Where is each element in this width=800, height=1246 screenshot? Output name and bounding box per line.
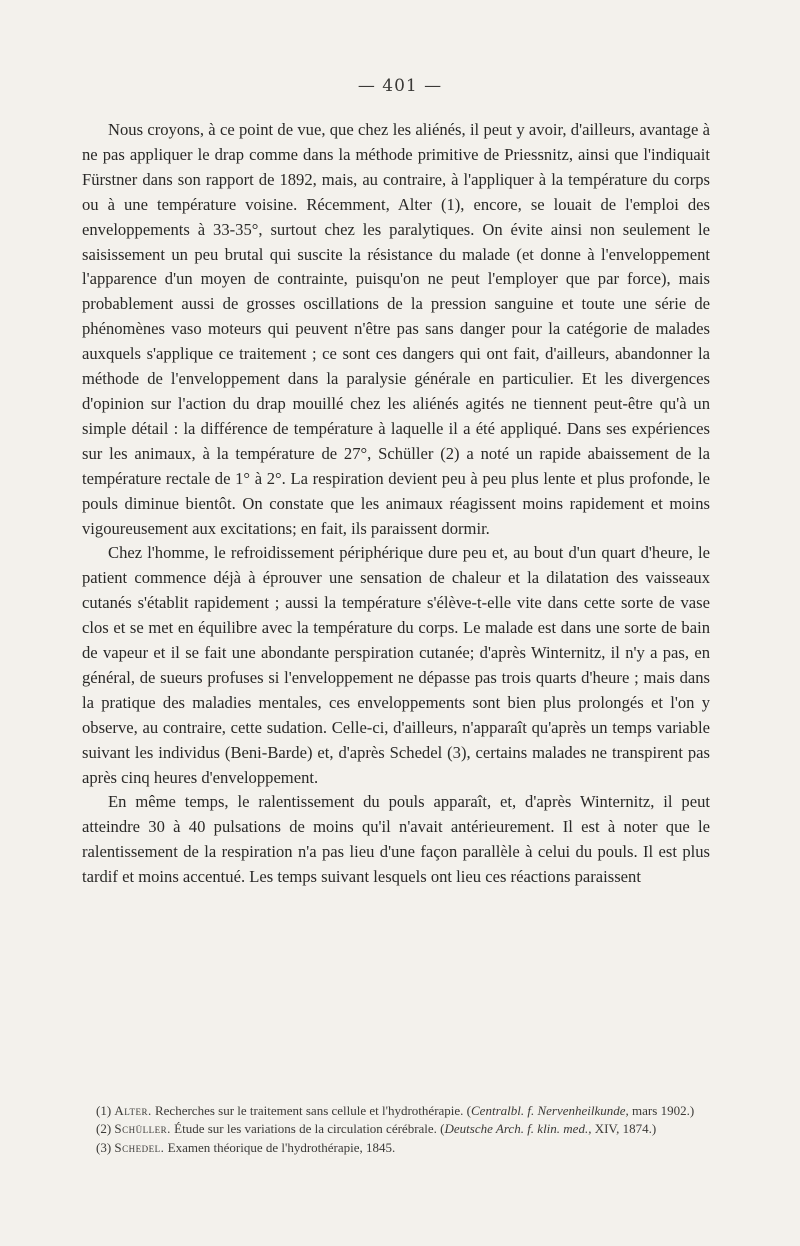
footnote-journal: Deutsche Arch. f. klin. med., (444, 1121, 592, 1137)
footnote-rest: mars 1902.) (628, 1103, 695, 1118)
footnote-3 (82, 1139, 710, 1157)
footnote-author: Alter. (114, 1103, 152, 1118)
body-text (82, 118, 710, 890)
paragraph-3: En même temps, le ralentissement du pouls apparaît, et, d'après Winternitz, il peut atteindre 30 à 40 pulsations de moins qu'il n'avait antérieurement. Il est à noter que le ralentissement de la respiration n'a pas lieu d'une façon parallèle à celui du pouls. Il est plus tardif et moins accentué. Les temps suivant lesquels ont lieu ces réactions paraissent (82, 792, 710, 887)
footnote-author: Schedel. (114, 1139, 165, 1155)
page-number: — 401 — (357, 76, 443, 96)
footnote-number: (1) (96, 1103, 112, 1118)
footnote-1 (82, 1102, 710, 1120)
footnote-2 (82, 1120, 710, 1138)
paragraph-2: Chez l'homme, le refroidissement périphérique dure peu et, au bout d'un quart d'heure, le patient commence déjà à éprouver une sensation de chaleur et la dilatation des vaisseaux cutanés s'établit rapidement ; aussi la température s'élève-t-elle vite dans cette sorte de vase clos et se met en équilibre avec la température du corps. Le malade est dans une sorte de bain de vapeur et il se fait une abondante perspiration cutanée; d'après Winternitz, il n'y a pas, en général, de sueurs profuses si l'enveloppement ne dépasse pas trois quarts d'heure ; mais dans la pratique des maladies mentales, ces enveloppements sont bien plus prolongés et l'on y observe, au contraire, cette sudation. Celle-ci, d'ailleurs, n'apparaît qu'après un temps variable suivant les individus (Beni-Barde) et, d'après Schedel (3), certains malades ne transpirent pas après cinq heures d'enveloppement. (82, 543, 710, 787)
footnote-text: Étude sur les variations de la circulation cérébrale. ( (170, 1121, 445, 1137)
footnote-text: Recherches sur le traitement sans cellule et l'hydrothérapie. ( (151, 1103, 472, 1118)
footnote-rest: XIV, 1874.) (591, 1121, 657, 1137)
footnote-author: Schüller. (114, 1121, 171, 1137)
footnotes (82, 1102, 710, 1157)
paragraph-1: Nous croyons, à ce point de vue, que chez les aliénés, il peut y avoir, d'ailleurs, avantage à ne pas appliquer le drap comme dans la méthode primitive de Priessnitz, ainsi que l'indiquait Fürstner dans son rapport de 1892, mais, au contraire, à l'appliquer à la température du corps ou à une température voisine. Récemment, Alter (1), encore, se louait de l'emploi des enveloppements à 33-35°, surtout chez les paralytiques. On évite ainsi non seulement le saisissement un peu brutal qui suscite la résistance du malade (et donne à l'enveloppement l'apparence d'un moyen de contrainte, puisqu'on ne peut l'employer que par force), mais probablement aussi de grosses oscillations de la pression sanguine et toute une série de phénomènes vaso moteurs qui peuvent n'être pas sans danger pour la catégorie de malades auxquels s'applique ce traitement ; ce sont ces dangers qui ont fait, d'ailleurs, abandonner la méthode de l'enveloppement dans la paralysie générale en particulier. Et les divergences d'opinion sur l'action du drap mouillé chez les aliénés agités ne tiennent peut-être qu'à un simple détail : la différence de température à laquelle il a été appliqué. Dans ses expériences sur les animaux, à la température de 27°, Schüller (2) a noté un rapide abaissement de la température rectale de 1° à 2°. La respiration devient peu à peu plus lente et plus profonde, le pouls diminue bientôt. On constate que les animaux réagissent moins rapidement et moins vigoureusement aux excitations; en fait, ils paraissent dormir. (82, 120, 710, 538)
footnote-number: (3) (96, 1139, 112, 1155)
footnote-text: Examen théorique de l'hydrothérapie, 1845. (164, 1139, 396, 1155)
footnote-journal: Centralbl. f. Nervenheilkunde, (471, 1103, 629, 1118)
footnote-number: (2) (96, 1121, 112, 1137)
